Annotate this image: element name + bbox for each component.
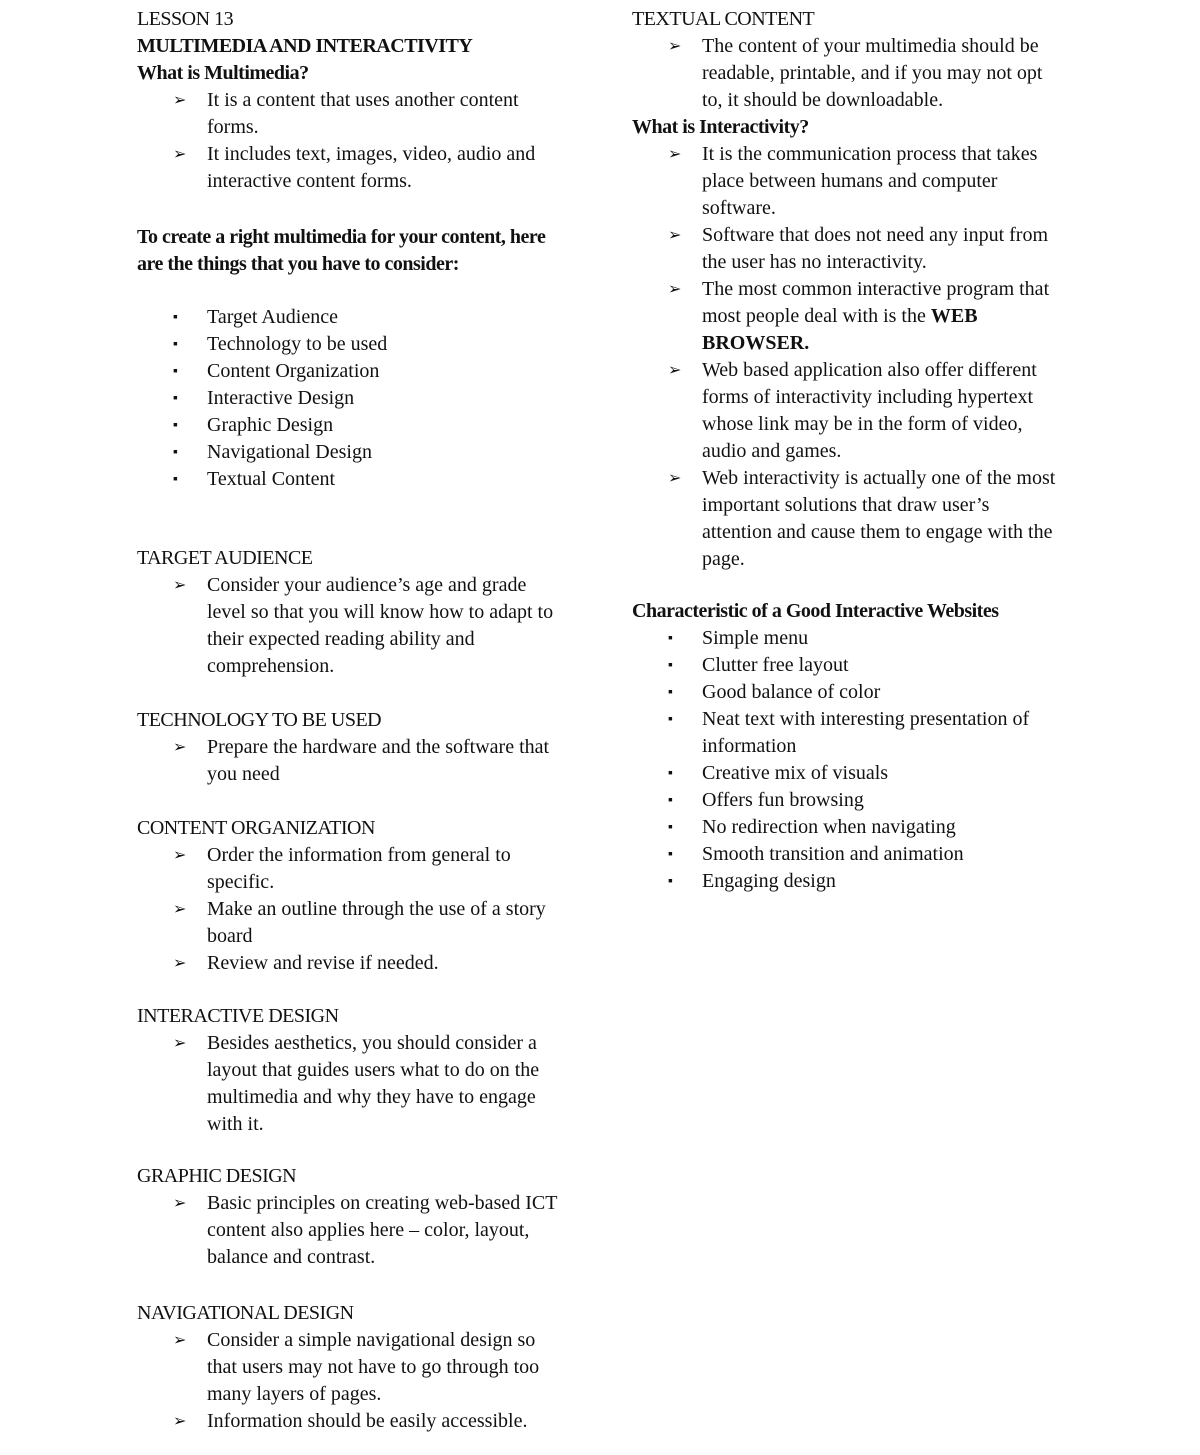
list-item-text: Information should be easily accessible.: [207, 1410, 528, 1432]
section-heading: To create a right multimedia for your content, here are the things that you have to consider:: [137, 226, 546, 275]
list-item-text: Smooth transition and animation: [702, 843, 964, 865]
arrow-bullet-icon: ➢: [173, 92, 187, 109]
arrow-bullet-icon: ➢: [173, 1332, 187, 1349]
section-interactive-design: [137, 1003, 567, 1138]
section-technology-to-be-used: [137, 707, 567, 788]
list-item: [632, 679, 1062, 706]
list-item-text: Simple menu: [702, 627, 809, 649]
list-item: [137, 331, 567, 358]
section-multimedia-and-interactivity: [137, 33, 567, 60]
square-bullet-icon: ▪: [173, 418, 178, 433]
list-item: [137, 412, 567, 439]
list-item-text: Web based application also offer different forms of interactivity including hypertext whose link may be in the form of video, audio and games.: [702, 359, 1037, 462]
lesson-number: LESSON 13: [137, 8, 234, 30]
arrow-bullet-icon: ➢: [668, 362, 682, 379]
list-item: [632, 652, 1062, 679]
list-item-text: Navigational Design: [207, 441, 372, 463]
list-item: [632, 760, 1062, 787]
arrow-bullet-icon: ➢: [173, 955, 187, 972]
section-what-is-interactivity: [632, 114, 1072, 573]
list-item: [632, 141, 1062, 222]
list-item: [632, 357, 1062, 465]
section-content-organization: [137, 815, 567, 977]
list-item-text: Graphic Design: [207, 414, 334, 436]
list-item-text: Consider your audience’s age and grade level so that you will know how to adapt to their expected reading ability and comprehension.: [207, 574, 554, 677]
square-bullet-icon: ▪: [668, 847, 673, 862]
section-textual-content: [632, 6, 1072, 114]
list-item-text: Basic principles on creating web-based ICT content also applies here – color, layout, balance and contrast.: [207, 1192, 558, 1268]
list-item-text: Target Audience: [207, 306, 338, 328]
square-bullet-icon: ▪: [173, 310, 178, 325]
section-heading: INTERACTIVE DESIGN: [137, 1005, 339, 1027]
list-item: [137, 734, 567, 788]
list-item-text: Web interactivity is actually one of the most important solutions that draw user’s attention and cause them to engage with the page.: [702, 467, 1056, 570]
list-item-text: It is a content that uses another content forms.: [207, 89, 519, 138]
list-item-text: Textual Content: [207, 468, 336, 490]
list-item-text: Besides aesthetics, you should consider a layout that guides users what to do on the multimedia and why they have to engage with it.: [207, 1032, 540, 1135]
list-item: [632, 814, 1062, 841]
list-item: [137, 896, 567, 950]
list-item: [137, 466, 567, 493]
square-bullet-icon: ▪: [668, 874, 673, 889]
arrow-bullet-icon: ➢: [173, 1195, 187, 1212]
list-item-text: Prepare the hardware and the software that you need: [207, 736, 550, 785]
section-navigational-design: [137, 1300, 567, 1435]
list-item-text: Consider a simple navigational design so that users may not have to go through too many layers of pages.: [207, 1329, 540, 1405]
square-bullet-icon: ▪: [668, 631, 673, 646]
list-item: [137, 1190, 567, 1271]
list-item: [632, 868, 1062, 895]
square-bullet-icon: ▪: [668, 658, 673, 673]
list-item-text: Interactive Design: [207, 387, 355, 409]
arrow-bullet-icon: ➢: [668, 146, 682, 163]
list-item: [137, 572, 567, 680]
section-heading: TEXTUAL CONTENT: [632, 8, 815, 30]
arrow-bullet-icon: ➢: [173, 146, 187, 163]
list-item: [137, 385, 567, 412]
arrow-bullet-icon: ➢: [173, 1413, 187, 1430]
section-heading: What is Multimedia?: [137, 62, 309, 84]
list-item-text: Order the information from general to specific.: [207, 844, 511, 893]
arrow-bullet-icon: ➢: [173, 847, 187, 864]
list-item-text: The most common interactive program that most people deal with is the WEB BROWSER.: [702, 278, 1050, 354]
list-item: [632, 222, 1062, 276]
arrow-bullet-icon: ➢: [668, 281, 682, 298]
square-bullet-icon: ▪: [668, 793, 673, 808]
list-item: [632, 625, 1062, 652]
square-bullet-icon: ▪: [173, 391, 178, 406]
lesson-title: MULTIMEDIA AND INTERACTIVITY: [137, 35, 473, 57]
list-item: [137, 950, 567, 977]
arrow-bullet-icon: ➢: [173, 1035, 187, 1052]
arrow-bullet-icon: ➢: [668, 470, 682, 487]
list-item-text: Review and revise if needed.: [207, 952, 439, 974]
section-target-audience: [137, 545, 567, 680]
list-item: [137, 1408, 567, 1435]
arrow-bullet-icon: ➢: [173, 901, 187, 918]
list-item: [137, 1030, 567, 1138]
list-item: [137, 304, 567, 331]
section-to-create-a-right-multimedia-for-your-co: [137, 224, 567, 493]
square-bullet-icon: ▪: [668, 712, 673, 727]
list-item-text: Software that does not need any input from the user has no interactivity.: [702, 224, 1049, 273]
list-item: [632, 33, 1062, 114]
square-bullet-icon: ▪: [173, 364, 178, 379]
list-item-text: The content of your multimedia should be readable, printable, and if you may not opt to, it should be downloadable.: [702, 35, 1043, 111]
list-item-text: Creative mix of visuals: [702, 762, 889, 784]
list-item: [137, 1327, 567, 1408]
list-item-text: Make an outline through the use of a story board: [207, 898, 546, 947]
section-what-is-multimedia: [137, 60, 567, 195]
section-heading: NAVIGATIONAL DESIGN: [137, 1302, 354, 1324]
section-heading: TARGET AUDIENCE: [137, 547, 313, 569]
section-heading: What is Interactivity?: [632, 116, 809, 138]
arrow-bullet-icon: ➢: [173, 577, 187, 594]
square-bullet-icon: ▪: [668, 820, 673, 835]
section-heading: CONTENT ORGANIZATION: [137, 817, 375, 839]
list-item-text: Technology to be used: [207, 333, 388, 355]
list-item: [137, 439, 567, 466]
list-item: [632, 276, 1062, 357]
section-lesson-13: [137, 6, 567, 33]
list-item-text: Clutter free layout: [702, 654, 849, 676]
list-item: [632, 465, 1062, 573]
list-item: [137, 87, 567, 141]
list-item-text: No redirection when navigating: [702, 816, 956, 838]
list-item: [137, 141, 567, 195]
list-item: [632, 841, 1062, 868]
square-bullet-icon: ▪: [173, 337, 178, 352]
square-bullet-icon: ▪: [668, 766, 673, 781]
square-bullet-icon: ▪: [668, 685, 673, 700]
list-item-text: Content Organization: [207, 360, 380, 382]
section-heading: GRAPHIC DESIGN: [137, 1165, 297, 1187]
list-item: [137, 842, 567, 896]
list-item: [632, 787, 1062, 814]
section-heading: Characteristic of a Good Interactive Websites: [632, 600, 999, 622]
list-item: [632, 706, 1062, 760]
list-item-text: It includes text, images, video, audio and interactive content forms.: [207, 143, 536, 192]
list-item-text: Neat text with interesting presentation of information: [702, 708, 1030, 757]
arrow-bullet-icon: ➢: [668, 227, 682, 244]
list-item-text: It is the communication process that takes place between humans and computer software.: [702, 143, 1038, 219]
list-item: [137, 358, 567, 385]
section-graphic-design: [137, 1163, 567, 1271]
square-bullet-icon: ▪: [173, 445, 178, 460]
arrow-bullet-icon: ➢: [173, 739, 187, 756]
list-item-text: Good balance of color: [702, 681, 881, 703]
section-heading: TECHNOLOGY TO BE USED: [137, 709, 382, 731]
list-item-text: Engaging design: [702, 870, 836, 892]
section-characteristic-of-a-good-interactive-web: [632, 598, 1072, 895]
square-bullet-icon: ▪: [173, 472, 178, 487]
list-item-text: Offers fun browsing: [702, 789, 864, 811]
arrow-bullet-icon: ➢: [668, 38, 682, 55]
